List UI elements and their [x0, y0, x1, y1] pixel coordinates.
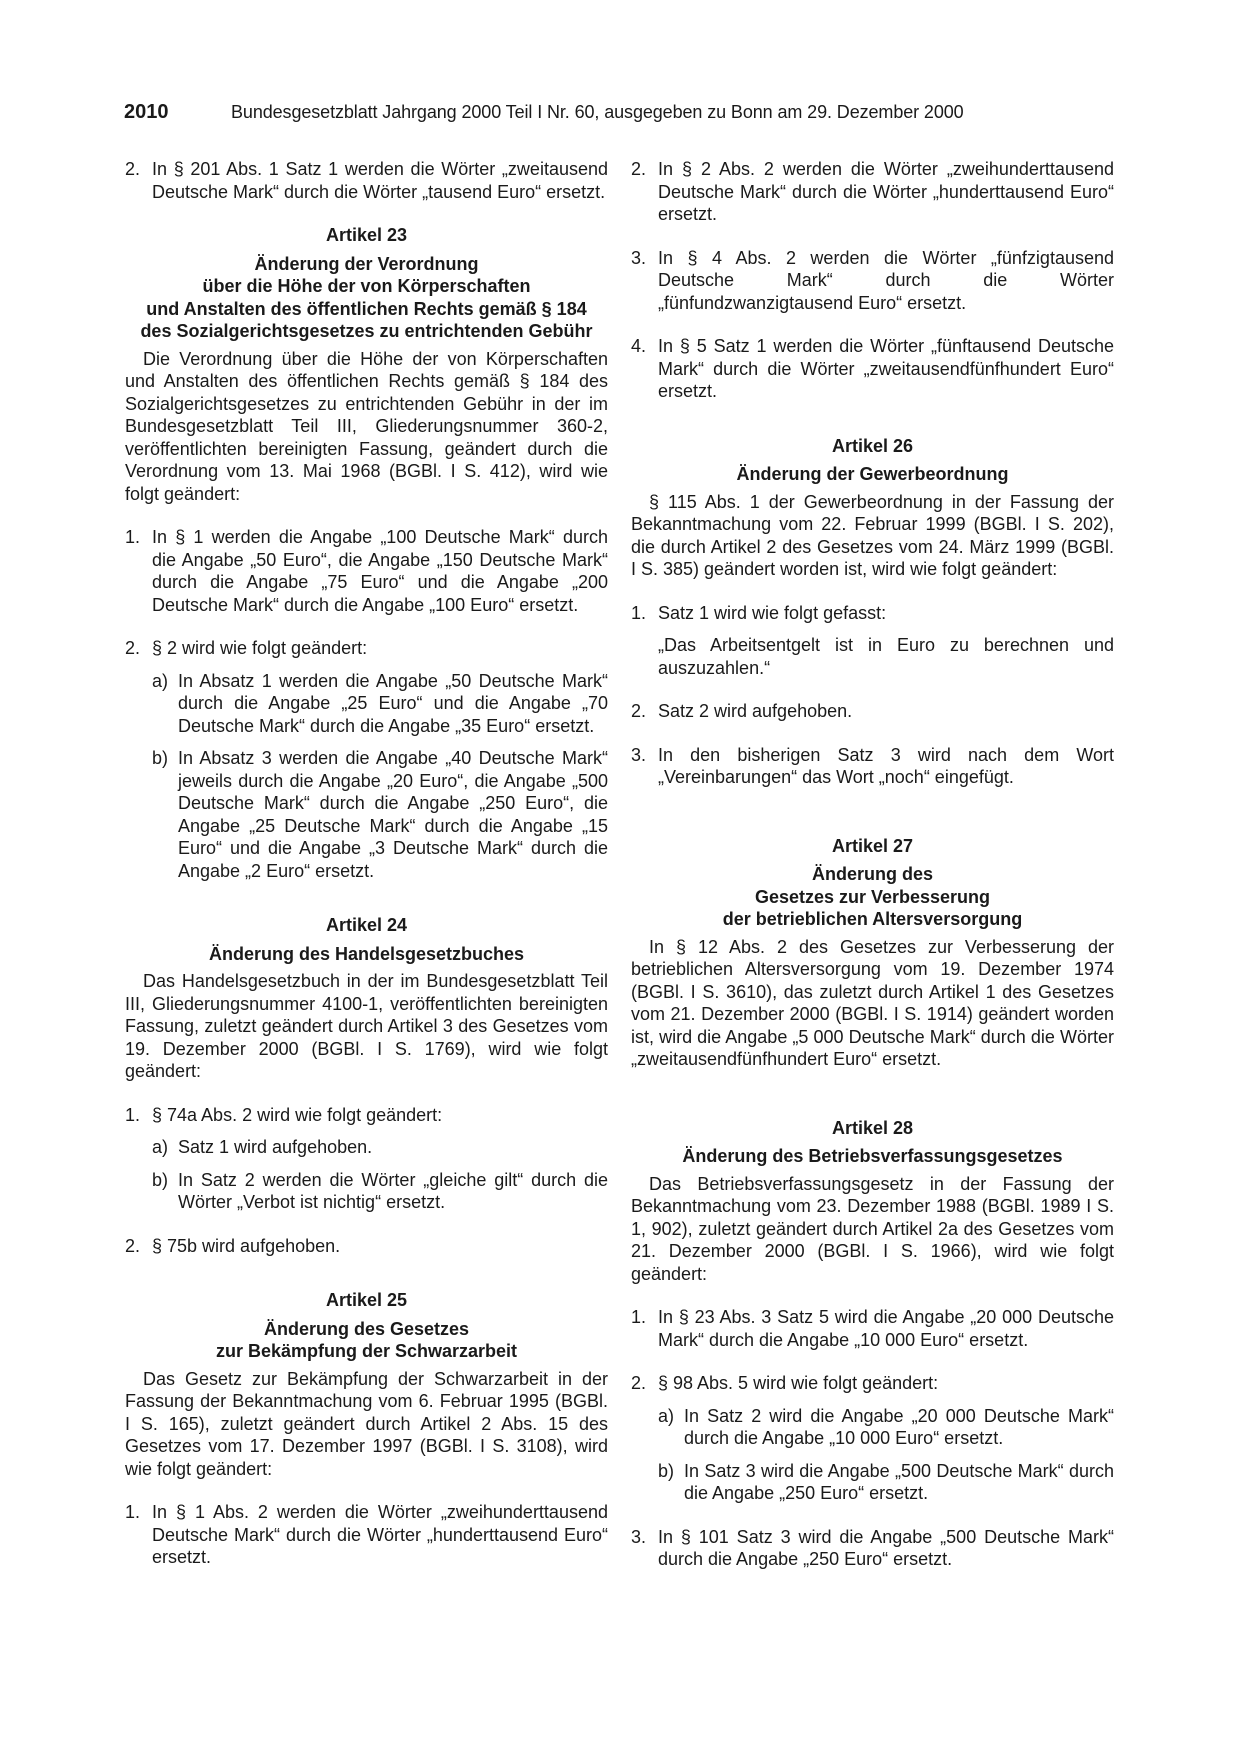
article-title: Änderung des Handelsgesetzbuches [208, 943, 525, 964]
list-item: 3. In § 4 Abs. 2 werden die Wörter „fünfzigtausend Deutsche Mark“ durch die Wörter „fünfundzwanzigtausend Euro“ ersetzt. [631, 247, 1114, 313]
list-item: 1. Satz 1 wird wie folgt gefasst: [631, 602, 887, 623]
article-number: Artikel 25 [325, 1290, 408, 1310]
list-item: 1. In § 23 Abs. 3 Satz 5 wird die Angabe „20 000 Deutsche Mark“ durch die Angabe „10 000 Euro“ ersetzt. [631, 1307, 1114, 1350]
list-item: 1. In § 1 werden die Angabe „100 Deutsche Mark“ durch die Angabe „50 Euro“, die Angabe „150 Deutsche Mark“ durch die Angabe „75 Euro“ und die Angabe „200 Deutsche Mark“ durch die Angabe „100 Euro“ ersetzt. [125, 527, 608, 615]
sub-item: a) In Absatz 1 werden die Angabe „50 Deutsche Mark“ durch die Angabe „25 Euro“ und die Angabe „70 Deutsche Mark“ durch die Angabe „35 Euro“ ersetzt. [152, 670, 608, 736]
article-title: Änderung der Gewerbeordnung [736, 464, 1009, 484]
list-item: 2. In § 2 Abs. 2 werden die Wörter „zweihunderttausend Deutsche Mark“ durch die Wörter „hunderttausend Euro“ ersetzt. [631, 159, 1114, 224]
list-item: 2. § 98 Abs. 5 wird wie folgt geändert: [631, 1373, 939, 1393]
list-item: 3. In den bisherigen Satz 3 wird nach dem Wort „Vereinbarungen“ das Wort „noch“ eingefügt. [631, 744, 1114, 787]
sub-item: a) In Satz 2 wird die Angabe „20 000 Deutsche Mark“ durch die Angabe „10 000 Euro“ ersetzt. [658, 1405, 1114, 1448]
article-number: Artikel 26 [831, 435, 914, 456]
article-title: Änderung des Gesetzes zur Bekämpfung der Schwarzarbeit [215, 1318, 518, 1361]
article-title: Änderung des Gesetzes zur Verbesserung der betrieblichen Altersversorgung [722, 864, 1023, 929]
right-column [631, 158, 1114, 1571]
list-item: 2. § 75b wird aufgehoben. [125, 1235, 341, 1256]
article-intro: Das Betriebsverfassungsgesetz in der Fassung der Bekanntmachung vom 23. Dezember 1988 (BGBl. 1989 I S. 1, 902), zuletzt geändert durch Artikel 2a des Gesetzes vom 21. Dezember 2000 (BGBl. I S. 1966), wird wie folgt geändert: [631, 1173, 1114, 1284]
list-item: 2. Satz 2 wird aufgehoben. [631, 701, 853, 721]
quoted-text: „Das Arbeitsentgelt ist in Euro zu berechnen und auszuzahlen.“ [658, 635, 1114, 678]
left-column [125, 158, 608, 1569]
article-intro: Das Handelsgesetzbuch in der im Bundesgesetzblatt Teil III, Gliederungsnummer 4100-1, veröffentlichten bereinigten Fassung, zuletzt geändert durch Artikel 3 des Gesetzes vom 19. Dezember 2000 (BGBl. I S. 1769), wird wie folgt geändert: [125, 971, 608, 1081]
article-title: Änderung des Betriebsverfassungsgesetzes [682, 1146, 1063, 1166]
list-item: 2. § 2 wird wie folgt geändert: [125, 638, 368, 658]
article-number: Artikel 27 [831, 835, 914, 856]
list-item: 1. § 74a Abs. 2 wird wie folgt geändert: [125, 1104, 443, 1125]
article-intro: In § 12 Abs. 2 des Gesetzes zur Verbesserung der betrieblichen Altersversorgung vom 19. Dezember 1974 (BGBl. I S. 3610), das zuletzt durch Artikel 1 des Gesetzes vom 21. Dezember 2000 (BGBl. I S. 1914) geändert worden ist, wird die Angabe „5 000 Deutsche Mark“ durch die Wörter „zweitausendfünfhundert Euro“ ersetzt. [631, 936, 1114, 1069]
list-item: 1. In § 1 Abs. 2 werden die Wörter „zweihunderttausend Deutsche Mark“ durch die Wörter „hunderttausend Euro“ ersetzt. [125, 1502, 608, 1567]
article-number: Artikel 24 [325, 915, 408, 935]
article-title: Änderung der Verordnung über die Höhe der von Körperschaften und Anstalten des öffentlichen Rechts gemäß § 184 des Sozialgerichtsgesetzes zu entrichtenden Gebühr [140, 253, 593, 341]
article-intro: § 115 Abs. 1 der Gewerbeordnung in der Fassung der Bekanntmachung vom 22. Februar 1999 (BGBl. I S. 202), die durch Artikel 2 des Gesetzes vom 24. März 1999 (BGBl. I S. 385) geändert worden ist, wird wie folgt geändert: [631, 491, 1114, 579]
sub-item: b) In Absatz 3 werden die Angabe „40 Deutsche Mark“ jeweils durch die Angabe „20 Euro“, die Angabe „500 Deutsche Mark“ durch die Angabe „250 Euro“, die Angabe „25 Deutsche Mark“ durch die Angabe „15 Euro“ und die Angabe „3 Deutsche Mark“ durch die Angabe „2 Euro“ ersetzt. [152, 748, 608, 881]
sub-item: b) In Satz 2 werden die Wörter „gleiche gilt“ durch die Wörter „Verbot ist nichtig“ ersetzt. [152, 1169, 608, 1212]
page-header [124, 100, 1124, 130]
page-number: 2010 [124, 101, 169, 123]
publication-title: Bundesgesetzblatt Jahrgang 2000 Teil I Nr. 60, ausgegeben zu Bonn am 29. Dezember 2000 [231, 102, 964, 122]
sub-item: a) Satz 1 wird aufgehoben. [152, 1137, 373, 1157]
list-item: 4. In § 5 Satz 1 werden die Wörter „fünftausend Deutsche Mark“ durch die Wörter „zweitausendfünfhundert Euro“ ersetzt. [631, 336, 1114, 401]
list-item: 3. In § 101 Satz 3 wird die Angabe „500 Deutsche Mark“ durch die Angabe „250 Euro“ ersetzt. [631, 1526, 1114, 1569]
article-intro: Das Gesetz zur Bekämpfung der Schwarzarbeit in der Fassung der Bekanntmachung vom 6. Februar 1995 (BGBl. I S. 165), zuletzt geändert durch Artikel 2 Abs. 15 des Gesetzes vom 17. Dezember 1997 (BGBl. I S. 3108), wird wie folgt geändert: [125, 1368, 608, 1479]
list-item: 2. In § 201 Abs. 1 Satz 1 werden die Wörter „zweitausend Deutsche Mark“ durch die Wörter „tausend Euro“ ersetzt. [125, 159, 608, 202]
article-number: Artikel 28 [831, 1117, 914, 1138]
article-intro: Die Verordnung über die Höhe der von Körperschaften und Anstalten des öffentlichen Rechts gemäß § 184 des Sozialgerichtsgesetzes zu entrichtenden Gebühr in der im Bundesgesetzblatt Teil III, Gliederungsnummer 360-2, veröffentlichten bereinigten Fassung, geändert durch die Verordnung vom 13. Mai 1968 (BGBl. I S. 412), wird wie folgt geändert: [125, 348, 608, 504]
sub-item: b) In Satz 3 wird die Angabe „500 Deutsche Mark“ durch die Angabe „250 Euro“ ersetzt. [658, 1460, 1114, 1503]
article-number: Artikel 23 [325, 225, 408, 245]
